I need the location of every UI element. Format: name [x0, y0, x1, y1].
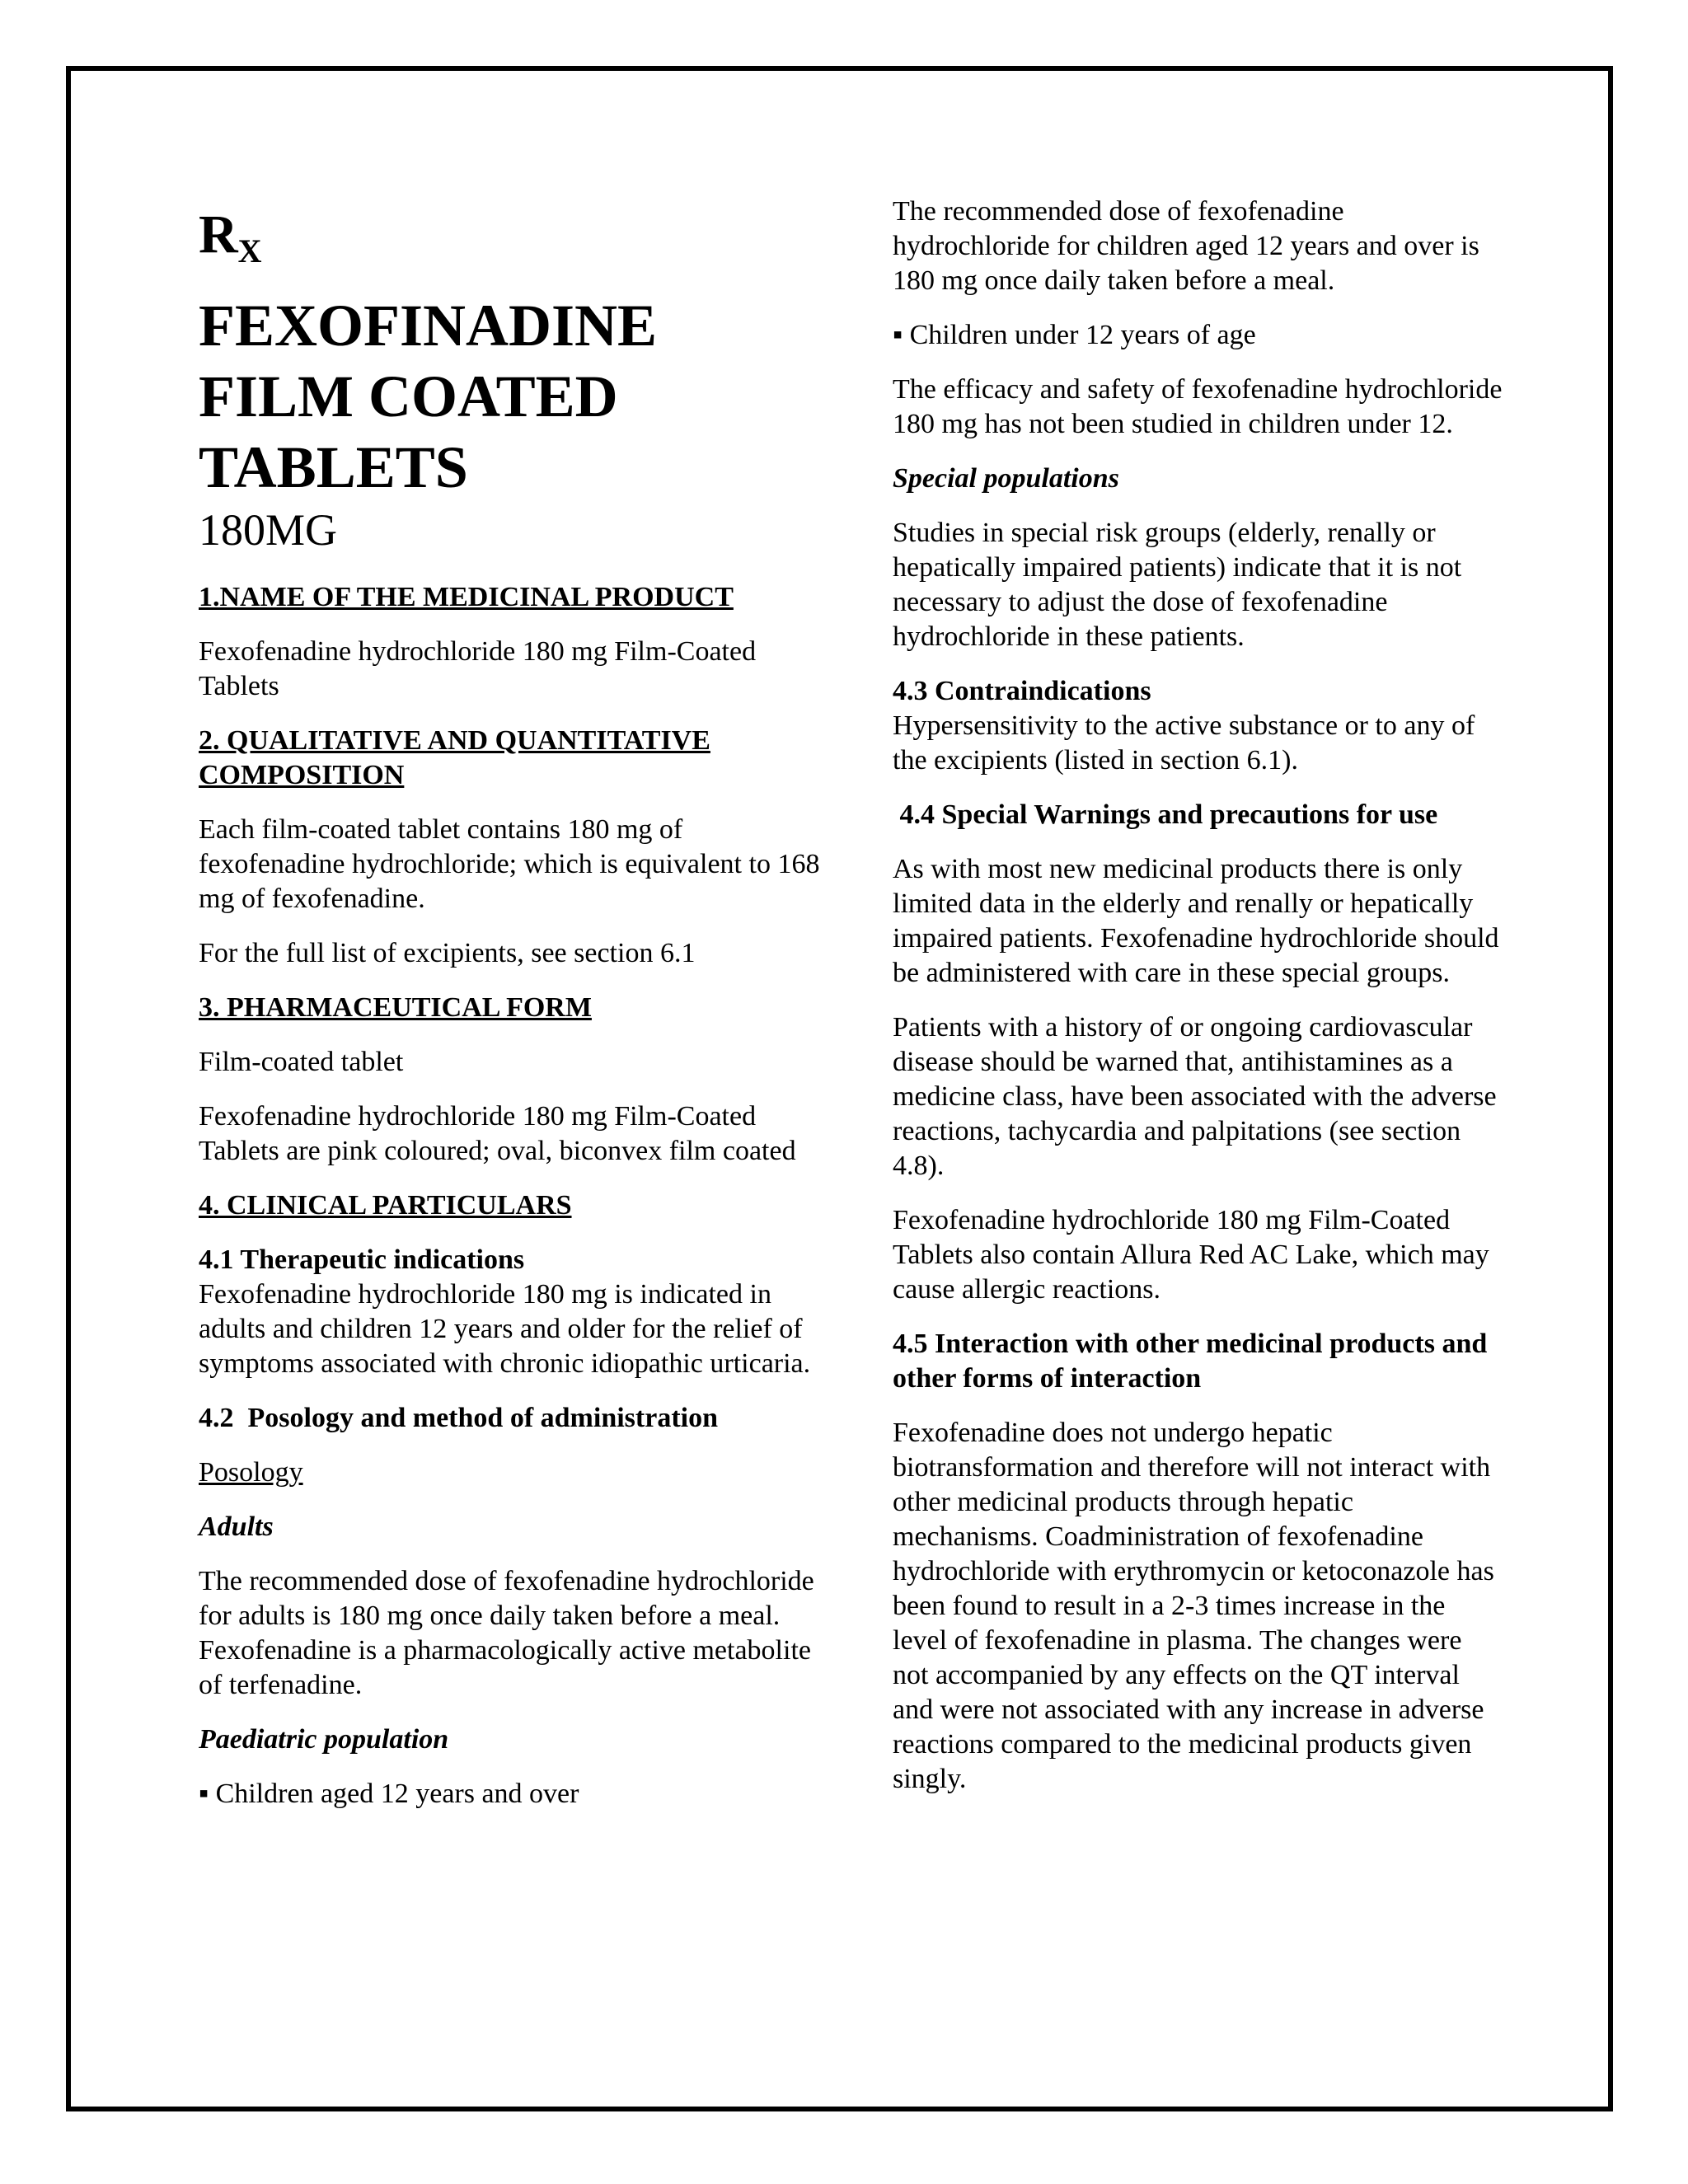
- section-4-5-heading: 4.5 Interaction with other medicinal products and other forms of interaction: [893, 1329, 1488, 1394]
- section-4-2-heading: 4.2 Posology and method of administration: [199, 1403, 718, 1433]
- section-2-heading: 2. QUALITATIVE AND QUANTITATIVE COMPOSITION: [199, 725, 710, 790]
- section-4-1-heading: 4.1 Therapeutic indications: [199, 1244, 525, 1275]
- section-4-4-text-1: As with most new medicinal products there is only limited data in the elderly and renally or hepatically impaired patients. Fexofenadine hydrochloride should be administered with care in these special groups.: [893, 854, 1499, 988]
- adults-text: The recommended dose of fexofenadine hydrochloride for adults is 180 mg once daily taken before a meal. Fexofenadine is a pharmacologically active metabolite of terfenadine.: [199, 1566, 814, 1700]
- children-over-12-text: The recommended dose of fexofenadine hydrochloride for children aged 12 years and over is 180 mg once daily taken before a meal.: [893, 196, 1479, 296]
- section-2-text: Each film-coated tablet contains 180 mg of fexofenadine hydrochloride; which is equivalent to 168 mg of fexofenadine.: [199, 814, 820, 914]
- product-title-line1: FEXOFINADINE: [199, 293, 658, 359]
- section-4-3-heading: 4.3 Contraindications: [893, 676, 1151, 706]
- section-1-text: Fexofenadine hydrochloride 180 mg Film-Coated Tablets: [199, 636, 757, 701]
- right-column: [893, 194, 1503, 1816]
- section-4-5-text: Fexofenadine does not undergo hepatic biotransformation and therefore will not interact with other medicinal products through hepatic mechanisms. Coadministration of fexofenadine hydrochloride with erythromycin or ketoconazole has been found to result in a 2-3 times increase in the level of fexofenadine in plasma. The changes were not accompanied by any effects on the QT interval and were not associated with any increase in adverse reactions compared to the medicinal products given singly.: [893, 1418, 1494, 1794]
- special-populations-label: Special populations: [893, 463, 1119, 494]
- product-title-line3: TABLETS: [199, 434, 468, 500]
- section-4-3-text: Hypersensitivity to the active substance or to any of the excipients (listed in section 6.1).: [893, 710, 1475, 776]
- section-2-text-2: For the full list of excipients, see section 6.1: [199, 938, 696, 968]
- section-3-text: Film-coated tablet: [199, 1047, 404, 1077]
- section-4-heading: 4. CLINICAL PARTICULARS: [199, 1190, 572, 1221]
- special-populations-text: Studies in special risk groups (elderly, renally or hepatically impaired patients) indicate that it is not necessary to adjust the dose of fexofenadine hydrochloride in these patients.: [893, 518, 1462, 652]
- section-4-4-text-3: Fexofenadine hydrochloride 180 mg Film-Coated Tablets also contain Allura Red AC Lake, which may cause allergic reactions.: [893, 1205, 1489, 1305]
- section-4-1-text: Fexofenadine hydrochloride 180 mg is indicated in adults and children 12 years and older for the relief of symptoms associated with chronic idiopathic urticaria.: [199, 1279, 811, 1379]
- product-title-line2: FILM COATED: [199, 363, 618, 429]
- section-4-4-text-2: Patients with a history of or ongoing cardiovascular disease should be warned that, antihistamines as a medicine class, have been associated with the adverse reactions, tachycardia and palpitations (see section 4.8).: [893, 1012, 1497, 1181]
- left-column: [199, 194, 825, 1831]
- product-strength: 180MG: [199, 505, 338, 555]
- section-1-heading: 1.NAME OF THE MEDICINAL PRODUCT: [199, 582, 734, 612]
- posology-label: Posology: [199, 1457, 303, 1488]
- children-under-12-text: The efficacy and safety of fexofenadine hydrochloride 180 mg has not been studied in children under 12.: [893, 374, 1503, 439]
- section-3-heading: 3. PHARMACEUTICAL FORM: [199, 992, 592, 1023]
- rx-symbol: $R_X$: [199, 204, 262, 269]
- children-over-12-bullet: ▪ Children aged 12 years and over: [199, 1777, 825, 1811]
- paediatric-label: Paediatric population: [199, 1724, 449, 1755]
- adults-label: Adults: [199, 1511, 274, 1542]
- section-4-4-heading: 4.4 Special Warnings and precautions for use: [893, 799, 1438, 830]
- section-3-text-2: Fexofenadine hydrochloride 180 mg Film-Coated Tablets are pink coloured; oval, biconvex film coated: [199, 1101, 796, 1166]
- children-under-12-bullet: ▪ Children under 12 years of age: [893, 318, 1503, 353]
